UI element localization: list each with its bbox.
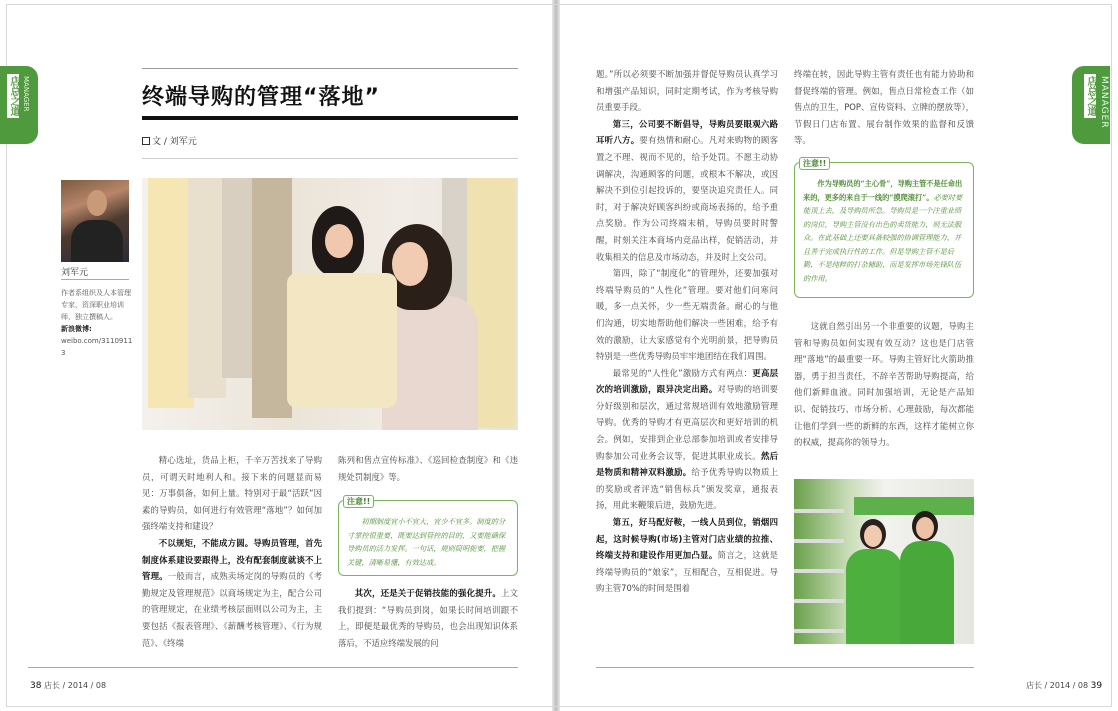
note-box-2	[794, 159, 974, 298]
store-staff-photo	[794, 479, 974, 644]
body-column-3	[596, 66, 778, 597]
paragraph: 精心选址，货品上柜，千辛万苦找来了导购员，可谓天时地利人和。接下来的问题显而易见：万事俱备，如何上量。特别对于最“活跃”因素的导购员，如何进行有效管理“落地”？如何加强终端支持和建设？	[142, 455, 322, 532]
author-bio-text: 作者系组织及人本管理专家，资深职业培训师，独立撰稿人。	[61, 289, 131, 321]
note-tag: 注意!!	[799, 157, 830, 170]
section-tab-label: 店总之道	[8, 76, 19, 116]
photo-shape	[392, 242, 428, 286]
photo-shape	[188, 178, 226, 398]
section-tab-left	[0, 66, 38, 144]
footer-rule-right	[596, 667, 974, 668]
note-box-1	[338, 497, 518, 576]
byline-box-icon	[142, 137, 150, 145]
photo-shape	[900, 541, 954, 644]
book-spine	[552, 0, 560, 711]
note-text	[803, 177, 965, 285]
paragraph-text: 简言之，这就是终端导购员的“娘家”，互相配合，互相促进。导购主管70%的时间是围着	[596, 550, 779, 594]
paragraph	[596, 514, 778, 597]
paragraph-lead: 不以规矩，不能成方圆。导购员管理，首先制度体系建设要跟得上，没有配套制度就谈不上管理。	[142, 537, 322, 582]
paragraph-text: 对导购的培训要分好级别和层次，通过常规培训有效地激励管理导购。优秀的导购才有更高层次和更好培训的机会。例如，安排到企业总部参加培训或者安排导购参加公司业务会议等，促进其职业成长。	[596, 384, 779, 461]
body-column-1	[142, 452, 322, 651]
folio-text: 店长 / 2014 / 08	[44, 681, 107, 690]
photo-shape	[854, 497, 974, 515]
note-lead: 作为导购员的“主心骨”，导购主管不是任命出来的，更多的来自于一线的“摸爬滚打”。	[803, 179, 963, 202]
page-number: 39	[1090, 681, 1103, 691]
photo-shape	[864, 525, 882, 547]
photo-shape	[325, 224, 353, 258]
paragraph-lead: 其次，还是关于促销技能的强化提升。	[354, 588, 502, 598]
photo-shape	[794, 629, 844, 633]
folio-text: 店长 / 2014 / 08	[1026, 681, 1089, 690]
author-photo-body	[71, 220, 123, 262]
photo-shape	[222, 178, 252, 378]
body-column-2	[338, 452, 518, 485]
note-text: 初期制度宜小不宜大，宜少不宜多。制度的分寸掌控很重要，既要达到管控的目的，又要能确保导购员的活力发挥。一句话，规则简明扼要，把握关键，清晰易懂，有效达成。	[347, 517, 506, 567]
author-photo-face	[87, 190, 107, 216]
author-photo	[61, 180, 129, 262]
paragraph-lead: 然后是物质和精神双料激励。	[596, 450, 779, 478]
photo-shape	[846, 549, 902, 644]
title-top-rule	[142, 68, 518, 69]
author-name: 刘军元	[61, 268, 89, 278]
photo-shape	[794, 569, 844, 573]
paragraph	[596, 365, 778, 514]
byline-rule	[142, 158, 518, 159]
photo-shape	[794, 509, 844, 513]
note-tag: 注意!!	[343, 495, 374, 508]
author-divider	[61, 279, 129, 280]
author-bio	[61, 287, 131, 359]
paragraph	[596, 116, 778, 265]
photo-shape	[287, 273, 397, 408]
paragraph-text: 一般而言，成熟卖场定岗的导购员的《考勤规定及管理规范》以商场规定为主，配合公司的管理规定，在业绩考核层面则以公司为主，主要包括《报表管理》、《薪酬考核管理》、《行为规范》、《终端	[142, 571, 323, 648]
photo-shape	[252, 178, 292, 418]
body-column-2-cont	[338, 585, 518, 651]
body-column-4	[794, 66, 974, 149]
paragraph: 终端在转，因此导购主管有责任也有能力协助和督促终端的管理。例如，售点日常检查工作（如售点的卫生，POP、宣传资料、立牌的摆放等），节假日门店布置、展台制作效果的监督和反馈等。	[794, 69, 974, 146]
paragraph-text: 给予优秀导购以物质上的奖励或者评选“销售标兵”颁发奖章，通报表扬，用此来鞭策后进，鼓励先进。	[596, 467, 779, 511]
page-number: 38	[30, 681, 42, 691]
author-weibo-label: 新浪微博:	[61, 325, 92, 333]
folio-right	[1026, 680, 1102, 691]
hero-photo-shoppers	[142, 178, 518, 430]
paragraph	[338, 585, 518, 651]
author-weibo: weibo.com/3110911 3	[61, 337, 133, 357]
paragraph: 陈列和售点宣传标准》、《巡回检查制度》和《违规处罚制度》等。	[338, 455, 518, 482]
photo-shape	[916, 517, 934, 539]
paragraph-lead: 第五，好马配好鞍，一线人员到位，销烟四起，这时候导购(市场)主管对门店业绩的拉推、终端支持和建设作用更加凸显。	[596, 517, 778, 561]
paragraph	[142, 535, 322, 651]
photo-shape	[794, 539, 844, 543]
section-tab-label: 店总之道	[1085, 76, 1096, 116]
body-column-5	[794, 318, 974, 451]
footer-rule-left	[28, 667, 518, 668]
paragraph: 题。”所以必须要不断加强并督促导购员认真学习和增强产品知识，同时定期考试，作为考核导购员重要手段。	[596, 69, 778, 113]
article-title: 终端导购的管理“落地”	[142, 85, 380, 110]
paragraph: 这就自然引出另一个非重要的议题，导购主管和导购员如何实现有效互动？这也是门店管理“落地”的最重要一环。导购主管好比火箭助推器，勇于担当责任，不辞辛苦帮助导购提高，给他们新鲜血液。同时加强培训，无论是产品知识、促销技巧、市场分析、心理鼓励，每次都能让他们学到一些的新鲜的东西，这样才能树立你的权威，提高你的领导力。	[794, 321, 974, 448]
title-bottom-rule	[142, 116, 518, 120]
paragraph-lead: 更高层次的培训激励，跟异决定出路。	[596, 367, 778, 395]
section-tab-sublabel: MANAGER	[1099, 76, 1109, 129]
note-body: 必要时要能顶上去，及导购员所急。导购员是一个注重业绩的岗位，导购主管没有出色的卖货能力，则无法服众。在此基础上还要具备较强的协调管理能力，并且善于完成执行性的工作。但是导购主管不是后勤，不是纯粹的打杂辅助，而是发挥市场先锋队伍的作用。	[803, 192, 963, 283]
section-tab-sublabel: MANAGER	[22, 76, 30, 112]
photo-shape	[794, 599, 844, 603]
byline	[142, 134, 197, 147]
byline-text: 文 / 刘军元	[152, 137, 197, 147]
paragraph-text: 要有热情和耐心。凡对来购物的顾客置之不理、视而不见的，给予处罚。不愿主动协调解决，沟通顾客的问题，或根本不解决，或因解决不到位引起投诉的，要坚决追究责任人。同时，对于解决好顾客纠纷或商场表扬的，给予重点奖励。作为公司终端末梢，导购员要时时警醒，时刻关注本商场内竞品出样，促销活动，并收集相关的信息及市场动态，并及时上交公司。	[596, 135, 778, 262]
paragraph: 第四，除了“制度化”的管理外，还要加强对终端导购员的“人性化”管理。要对他们问寒问暖，多一点关怀，少一些无端责备。耐心的与他们沟通，切实地帮助他们解决一些困难，给予有效的激励，让大家感觉有个光明前景，把导购员特别是一些优秀导购员牢牢地团结在我们周围。	[596, 268, 778, 362]
paragraph-text: 最常见的“人性化”激励方式有两点：	[612, 367, 753, 378]
paragraph-lead: 第三，公司要不断倡导，导购员要眼观六路耳听八方。	[596, 118, 778, 146]
paragraph-text: 上文我们提到：“导购员到岗，如果长时间培训跟不上，即便是最优秀的导购员，也会出现知识体系落后，不适应终端发展的问	[338, 588, 519, 648]
folio-left	[30, 680, 106, 691]
section-tab-right	[1072, 66, 1110, 144]
